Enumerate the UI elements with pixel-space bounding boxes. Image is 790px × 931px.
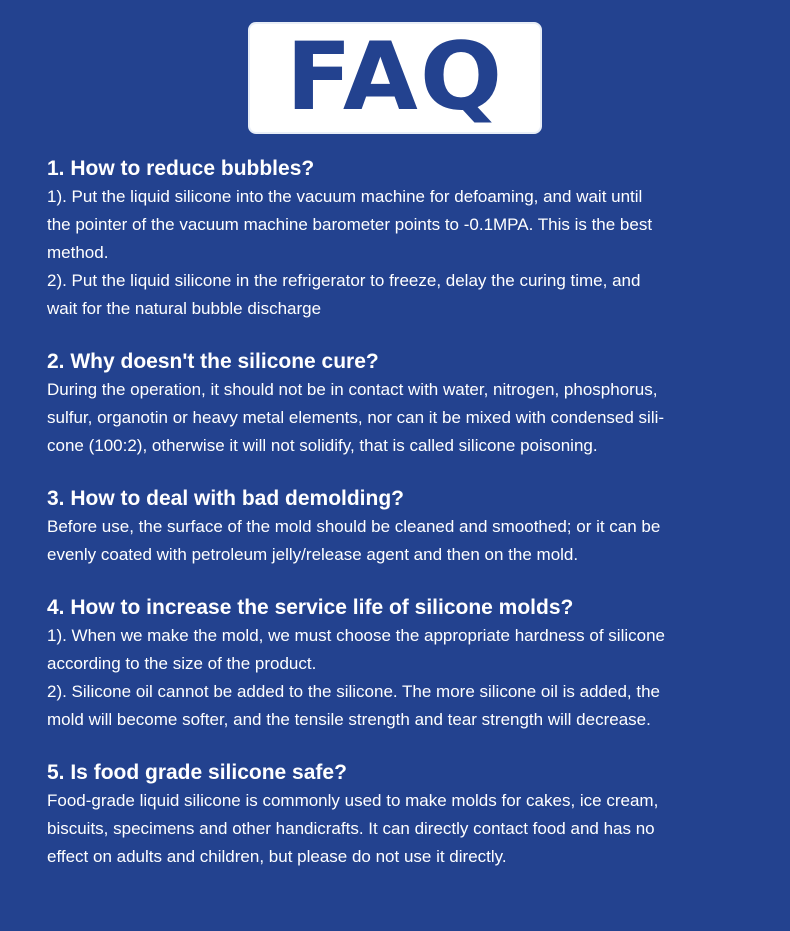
faq-question: 3. How to deal with bad demolding? xyxy=(47,487,404,510)
faq-question: 1. How to reduce bubbles? xyxy=(47,157,315,180)
faq-answer: 1). When we make the mold, we must choose the appropriate hardness of silicone according to the size of the product. 2). Silicone oil cannot be added to the silicone. The more silicone oil is added, the mold will become softer, and the tensile strength and tear strength will decrease. xyxy=(47,626,665,729)
faq-answer: During the operation, it should not be in contact with water, nitrogen, phosphorus, sulfur, organotin or heavy metal elements, nor can it be mixed with condensed sili- cone (100:2), otherwise it will not solidify, that is called silicone poisoning. xyxy=(47,380,665,455)
faq-item-service-life xyxy=(47,594,747,734)
faq-item-food-grade xyxy=(47,759,747,871)
faq-question: 4. How to increase the service life of silicone molds? xyxy=(47,596,574,619)
faq-answer: Before use, the surface of the mold should be cleaned and smoothed; or it can be evenly coated with petroleum jelly/release agent and then on the mold. xyxy=(47,517,661,564)
faq-question: 5. Is food grade silicone safe? xyxy=(47,761,347,784)
faq-answer: 1). Put the liquid silicone into the vacuum machine for defoaming, and wait until the pointer of the vacuum machine barometer points to -0.1MPA. This is the best method. 2). Put the liquid silicone in the refrigerator to freeze, delay the curing time, and wait for the natural bubble discharge xyxy=(47,187,653,318)
page-title: FAQ xyxy=(285,23,505,132)
faq-question: 2. Why doesn't the silicone cure? xyxy=(47,350,379,373)
faq-title-box xyxy=(248,22,542,134)
faq-answer: Food-grade liquid silicone is commonly used to make molds for cakes, ice cream, biscuits, specimens and other handicrafts. It can directly contact food and has no effect on adults and children, but please do not use it directly. xyxy=(47,791,659,866)
faq-item-curing xyxy=(47,348,747,460)
faq-list xyxy=(47,155,747,896)
faq-item-bubbles xyxy=(47,155,747,323)
faq-item-demolding xyxy=(47,485,747,569)
